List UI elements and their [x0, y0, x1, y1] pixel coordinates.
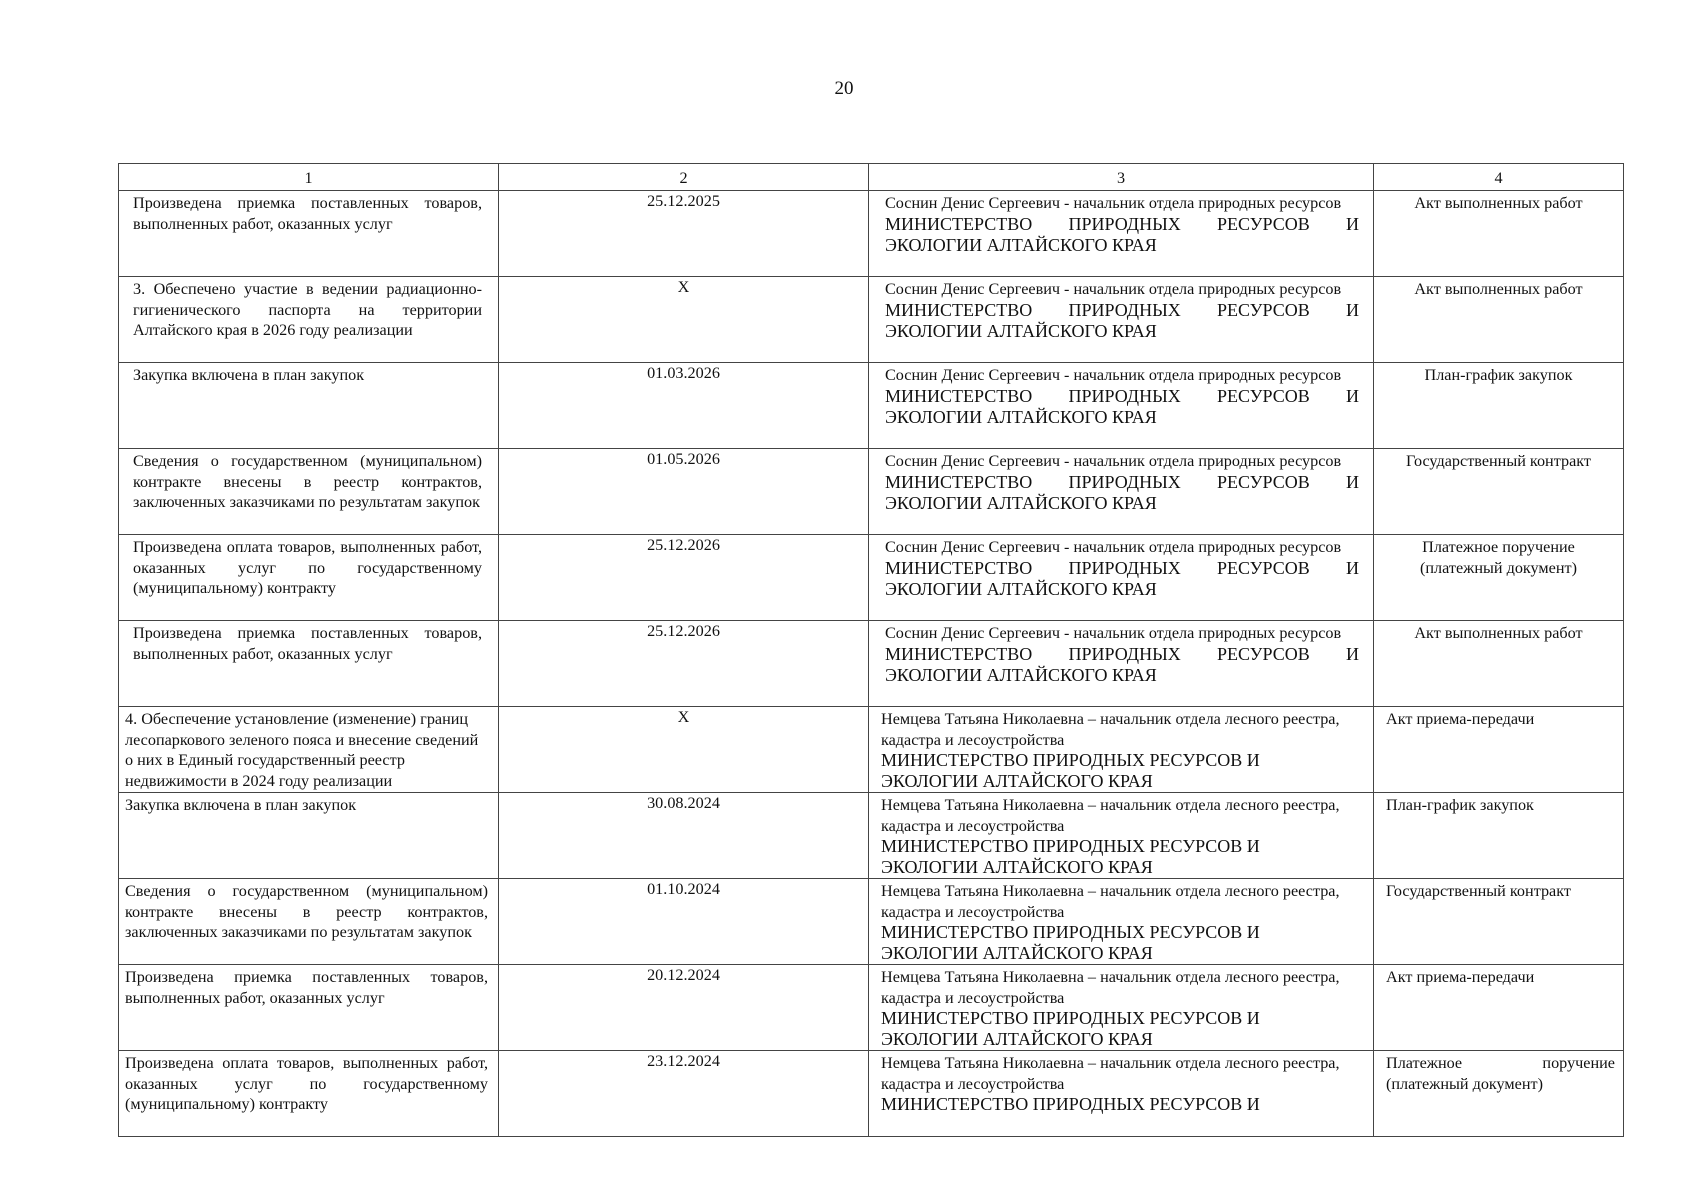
responsible-person: Немцева Татьяна Николаевна – начальник отдела лесного реестра, кадастра и лесоустройства — [881, 1054, 1340, 1093]
responsible-cell — [869, 965, 1374, 1051]
responsible-person: Соснин Денис Сергеевич - начальник отдела природных ресурсов — [885, 280, 1342, 298]
event-cell: Произведена приемка поставленных товаров, выполненных работ, оказанных услуг — [119, 621, 499, 707]
ministry-name-cont: ЭКОЛОГИИ АЛТАЙСКОГО КРАЯ — [885, 320, 1157, 341]
responsible-person: Немцева Татьяна Николаевна – начальник отдела лесного реестра, кадастра и лесоустройства — [881, 882, 1340, 921]
responsible-cell — [869, 277, 1374, 363]
ministry-name-cont: ЭКОЛОГИИ АЛТАЙСКОГО КРАЯ — [885, 578, 1157, 599]
responsible-person: Соснин Денис Сергеевич - начальник отдела природных ресурсов — [885, 624, 1342, 642]
event-cell: Закупка включена в план закупок — [119, 363, 499, 449]
ministry-name-cont: ЭКОЛОГИИ АЛТАЙСКОГО КРАЯ — [881, 857, 1153, 877]
ministry-name-cont: ЭКОЛОГИИ АЛТАЙСКОГО КРАЯ — [885, 664, 1157, 685]
table-row — [119, 621, 1624, 707]
responsible-cell — [869, 879, 1374, 965]
ministry-name-cont: ЭКОЛОГИИ АЛТАЙСКОГО КРАЯ — [881, 1029, 1153, 1049]
table-row — [119, 965, 1624, 1051]
document-cell: План-график закупок — [1374, 793, 1624, 879]
document-cell: Платежное поручение (платежный документ) — [1374, 1051, 1624, 1137]
ministry-name: МИНИСТЕРСТВО ПРИРОДНЫХ РЕСУРСОВ И — [885, 213, 1359, 234]
responsible-person: Соснин Денис Сергеевич - начальник отдела природных ресурсов — [885, 452, 1342, 470]
responsible-person: Немцева Татьяна Николаевна – начальник отдела лесного реестра, кадастра и лесоустройства — [881, 968, 1340, 1007]
document-cell: Государственный контракт — [1374, 449, 1624, 535]
table-row — [119, 879, 1624, 965]
ministry-name-cont: ЭКОЛОГИИ АЛТАЙСКОГО КРАЯ — [885, 234, 1157, 255]
date-cell: 25.12.2025 — [499, 191, 869, 277]
date-cell: 01.10.2024 — [499, 879, 869, 965]
responsible-person: Немцева Татьяна Николаевна – начальник отдела лесного реестра, кадастра и лесоустройства — [881, 710, 1340, 749]
column-header: 4 — [1374, 164, 1624, 191]
ministry-name-cont: ЭКОЛОГИИ АЛТАЙСКОГО КРАЯ — [881, 943, 1153, 963]
date-cell: 30.08.2024 — [499, 793, 869, 879]
page-number: 20 — [834, 78, 854, 99]
ministry-name-cont: ЭКОЛОГИИ АЛТАЙСКОГО КРАЯ — [881, 771, 1153, 791]
responsible-person: Соснин Денис Сергеевич - начальник отдела природных ресурсов — [885, 194, 1342, 212]
ministry-name: МИНИСТЕРСТВО ПРИРОДНЫХ РЕСУРСОВ И — [881, 922, 1260, 942]
table-row — [119, 191, 1624, 277]
column-header: 1 — [119, 164, 499, 191]
responsible-cell — [869, 191, 1374, 277]
responsible-person: Соснин Денис Сергеевич - начальник отдела природных ресурсов — [885, 366, 1342, 384]
ministry-name: МИНИСТЕРСТВО ПРИРОДНЫХ РЕСУРСОВ И — [885, 557, 1359, 578]
event-cell: Сведения о государственном (муниципальном) контракте внесены в реестр контрактов, заключенных заказчиками по результатам закупок — [119, 879, 499, 965]
event-cell: 4. Обеспечение установление (изменение) границ лесопаркового зеленого пояса и внесение сведений о них в Единый государственный реестр недвижимости в 2024 году реализации — [119, 707, 499, 793]
responsible-cell — [869, 535, 1374, 621]
date-cell: X — [499, 707, 869, 793]
responsible-cell — [869, 621, 1374, 707]
ministry-name-cont: ЭКОЛОГИИ АЛТАЙСКОГО КРАЯ — [885, 492, 1157, 513]
event-cell: Сведения о государственном (муниципальном) контракте внесены в реестр контрактов, заключенных заказчиками по результатам закупок — [119, 449, 499, 535]
responsible-cell — [869, 707, 1374, 793]
ministry-name: МИНИСТЕРСТВО ПРИРОДНЫХ РЕСУРСОВ И — [885, 299, 1359, 320]
date-cell: X — [499, 277, 869, 363]
table-row — [119, 793, 1624, 879]
event-cell: Произведена оплата товаров, выполненных работ, оказанных услуг по государственному (муниципальному) контракту — [119, 535, 499, 621]
ministry-name: МИНИСТЕРСТВО ПРИРОДНЫХ РЕСУРСОВ И — [885, 471, 1359, 492]
table-row — [119, 1051, 1624, 1137]
date-cell: 25.12.2026 — [499, 621, 869, 707]
responsible-cell — [869, 449, 1374, 535]
event-cell: Произведена оплата товаров, выполненных работ, оказанных услуг по государственному (муниципальному) контракту — [119, 1051, 499, 1137]
column-header: 3 — [869, 164, 1374, 191]
table-row — [119, 277, 1624, 363]
document-cell: Акт выполненных работ — [1374, 621, 1624, 707]
ministry-name: МИНИСТЕРСТВО ПРИРОДНЫХ РЕСУРСОВ И — [881, 1008, 1260, 1028]
document-cell: Акт приема-передачи — [1374, 965, 1624, 1051]
document-cell: Платежное поручение (платежный документ) — [1374, 535, 1624, 621]
event-cell: Закупка включена в план закупок — [119, 793, 499, 879]
event-cell: Произведена приемка поставленных товаров, выполненных работ, оказанных услуг — [119, 191, 499, 277]
date-cell: 23.12.2024 — [499, 1051, 869, 1137]
responsible-cell — [869, 1051, 1374, 1137]
responsible-cell — [869, 793, 1374, 879]
table-row — [119, 535, 1624, 621]
ministry-name: МИНИСТЕРСТВО ПРИРОДНЫХ РЕСУРСОВ И — [881, 750, 1260, 770]
date-cell: 20.12.2024 — [499, 965, 869, 1051]
event-cell: 3. Обеспечено участие в ведении радиационно-гигиенического паспорта на территории Алтайского края в 2026 году реализации — [119, 277, 499, 363]
date-cell: 01.05.2026 — [499, 449, 869, 535]
header-row — [119, 164, 1624, 191]
ministry-name: МИНИСТЕРСТВО ПРИРОДНЫХ РЕСУРСОВ И — [881, 1094, 1260, 1114]
column-header: 2 — [499, 164, 869, 191]
table-row — [119, 449, 1624, 535]
document-cell: Акт выполненных работ — [1374, 191, 1624, 277]
document-cell: Акт приема-передачи — [1374, 707, 1624, 793]
ministry-name-cont: ЭКОЛОГИИ АЛТАЙСКОГО КРАЯ — [885, 406, 1157, 427]
document-cell: План-график закупок — [1374, 363, 1624, 449]
responsible-person: Соснин Денис Сергеевич - начальник отдела природных ресурсов — [885, 538, 1342, 556]
table-row — [119, 363, 1624, 449]
ministry-name: МИНИСТЕРСТВО ПРИРОДНЫХ РЕСУРСОВ И — [881, 836, 1260, 856]
document-cell: Акт выполненных работ — [1374, 277, 1624, 363]
ministry-name: МИНИСТЕРСТВО ПРИРОДНЫХ РЕСУРСОВ И — [885, 643, 1359, 664]
ministry-name: МИНИСТЕРСТВО ПРИРОДНЫХ РЕСУРСОВ И — [885, 385, 1359, 406]
table-row — [119, 707, 1624, 793]
event-cell: Произведена приемка поставленных товаров, выполненных работ, оказанных услуг — [119, 965, 499, 1051]
date-cell: 25.12.2026 — [499, 535, 869, 621]
responsible-person: Немцева Татьяна Николаевна – начальник отдела лесного реестра, кадастра и лесоустройства — [881, 796, 1340, 835]
responsible-cell — [869, 363, 1374, 449]
document-cell: Государственный контракт — [1374, 879, 1624, 965]
date-cell: 01.03.2026 — [499, 363, 869, 449]
implementation-plan-table — [118, 163, 1624, 1137]
